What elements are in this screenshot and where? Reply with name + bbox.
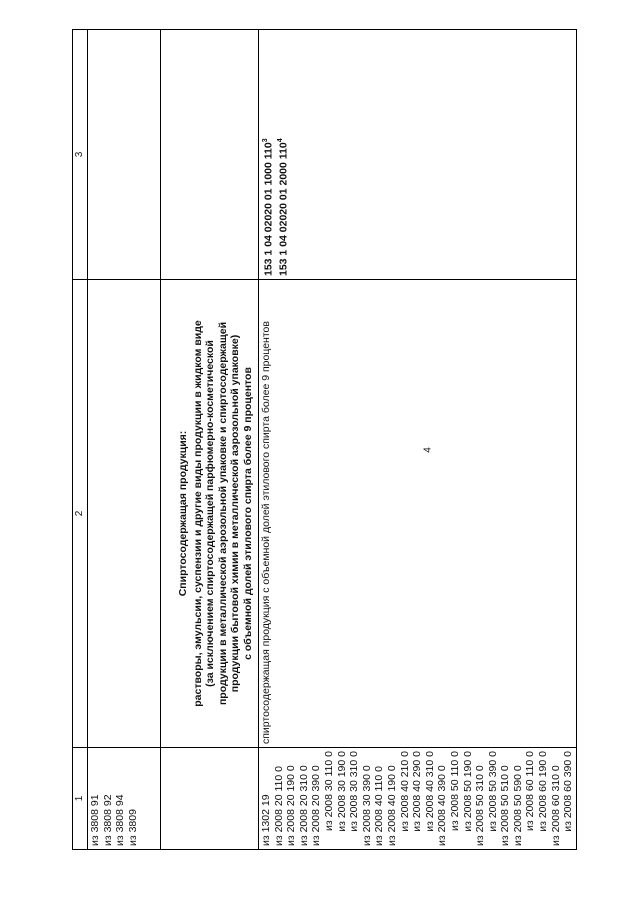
code: из 2008 60 310 0 [549, 765, 562, 846]
code: из 3808 94 [114, 794, 127, 846]
code: из 2008 20 310 0 [297, 765, 310, 846]
code: из 3808 91 [89, 794, 101, 846]
header-col-1: 1 [73, 748, 88, 850]
code: из 2008 30 390 0 [360, 765, 373, 846]
code: из 2008 60 190 0 [537, 751, 550, 832]
code: из 2008 40 110 0 [373, 766, 386, 846]
table-row [88, 30, 161, 850]
section-title: Спиртосодержащая продукция: [177, 430, 189, 597]
code: из 2008 60 390 0 [562, 751, 575, 832]
kbk-code-1: 153 1 04 02020 01 1000 $110^3$ [262, 138, 275, 276]
code: из 2008 50 390 0 [486, 751, 499, 832]
code: из 3808 92 [101, 794, 114, 846]
codes-cell [259, 748, 577, 850]
code: из 2008 50 110 0 [448, 751, 461, 831]
code: из 2008 40 290 0 [411, 751, 424, 832]
code: из 2008 40 190 0 [385, 765, 398, 846]
table-row [259, 30, 577, 850]
section-line: продукции в металлической аэрозольной упаковке и спиртосодержащей [216, 321, 229, 706]
code: из 2008 20 390 0 [310, 765, 323, 846]
code: из 2008 30 190 0 [335, 751, 348, 832]
code: из 2008 40 210 0 [398, 751, 411, 832]
empty-cell [161, 30, 259, 280]
section-heading [161, 280, 259, 748]
kbk-code-2: 153 1 04 02020 01 2000 $110^4$ [277, 138, 290, 276]
header-row [73, 30, 88, 850]
code: из 1302 19 [260, 794, 272, 846]
code: из 2008 50 310 0 [474, 765, 487, 846]
kbk-cell [259, 30, 577, 280]
code: из 2008 20 190 0 [285, 765, 298, 846]
section-line: с объемной долей этилового спирта более 9 процентов [241, 367, 254, 660]
codes-cell [88, 748, 161, 850]
rotated-content [72, 30, 612, 850]
section-heading-row [161, 30, 259, 850]
code: из 2008 40 390 0 [436, 765, 449, 846]
empty-cell [88, 280, 161, 748]
section-line: продукции бытовой химии в металлической аэрозольной упаковке) [229, 334, 241, 693]
code: из 2008 30 310 0 [348, 751, 361, 832]
code: из 2008 50 510 0 [499, 765, 512, 846]
page-number: 4 [422, 447, 434, 453]
code: из 2008 60 110 0 [524, 751, 537, 831]
header-col-2: 2 [73, 280, 88, 748]
code: из 2008 50 190 0 [461, 751, 474, 832]
header-col-3: 3 [73, 30, 88, 280]
code: из 2008 30 110 0 [322, 751, 335, 831]
empty-cell [88, 30, 161, 280]
code: из 2008 40 310 0 [423, 751, 436, 832]
product-description: спиртосодержащая продукция с объемной долей этилового спирта более 9 процентов [259, 280, 577, 748]
section-line: (за исключением спиртосодержащей парфюмерно-косметической [204, 340, 216, 687]
code: из 2008 20 110 0 [272, 766, 285, 846]
tariff-table [72, 29, 577, 850]
rotated-page [72, 30, 612, 850]
code: из 3809 [126, 809, 139, 846]
code: из 2008 50 590 0 [511, 765, 524, 846]
empty-cell [161, 748, 259, 850]
section-line: растворы, эмульсии, суспензии и другие виды продукции в жидком виде [191, 320, 204, 707]
